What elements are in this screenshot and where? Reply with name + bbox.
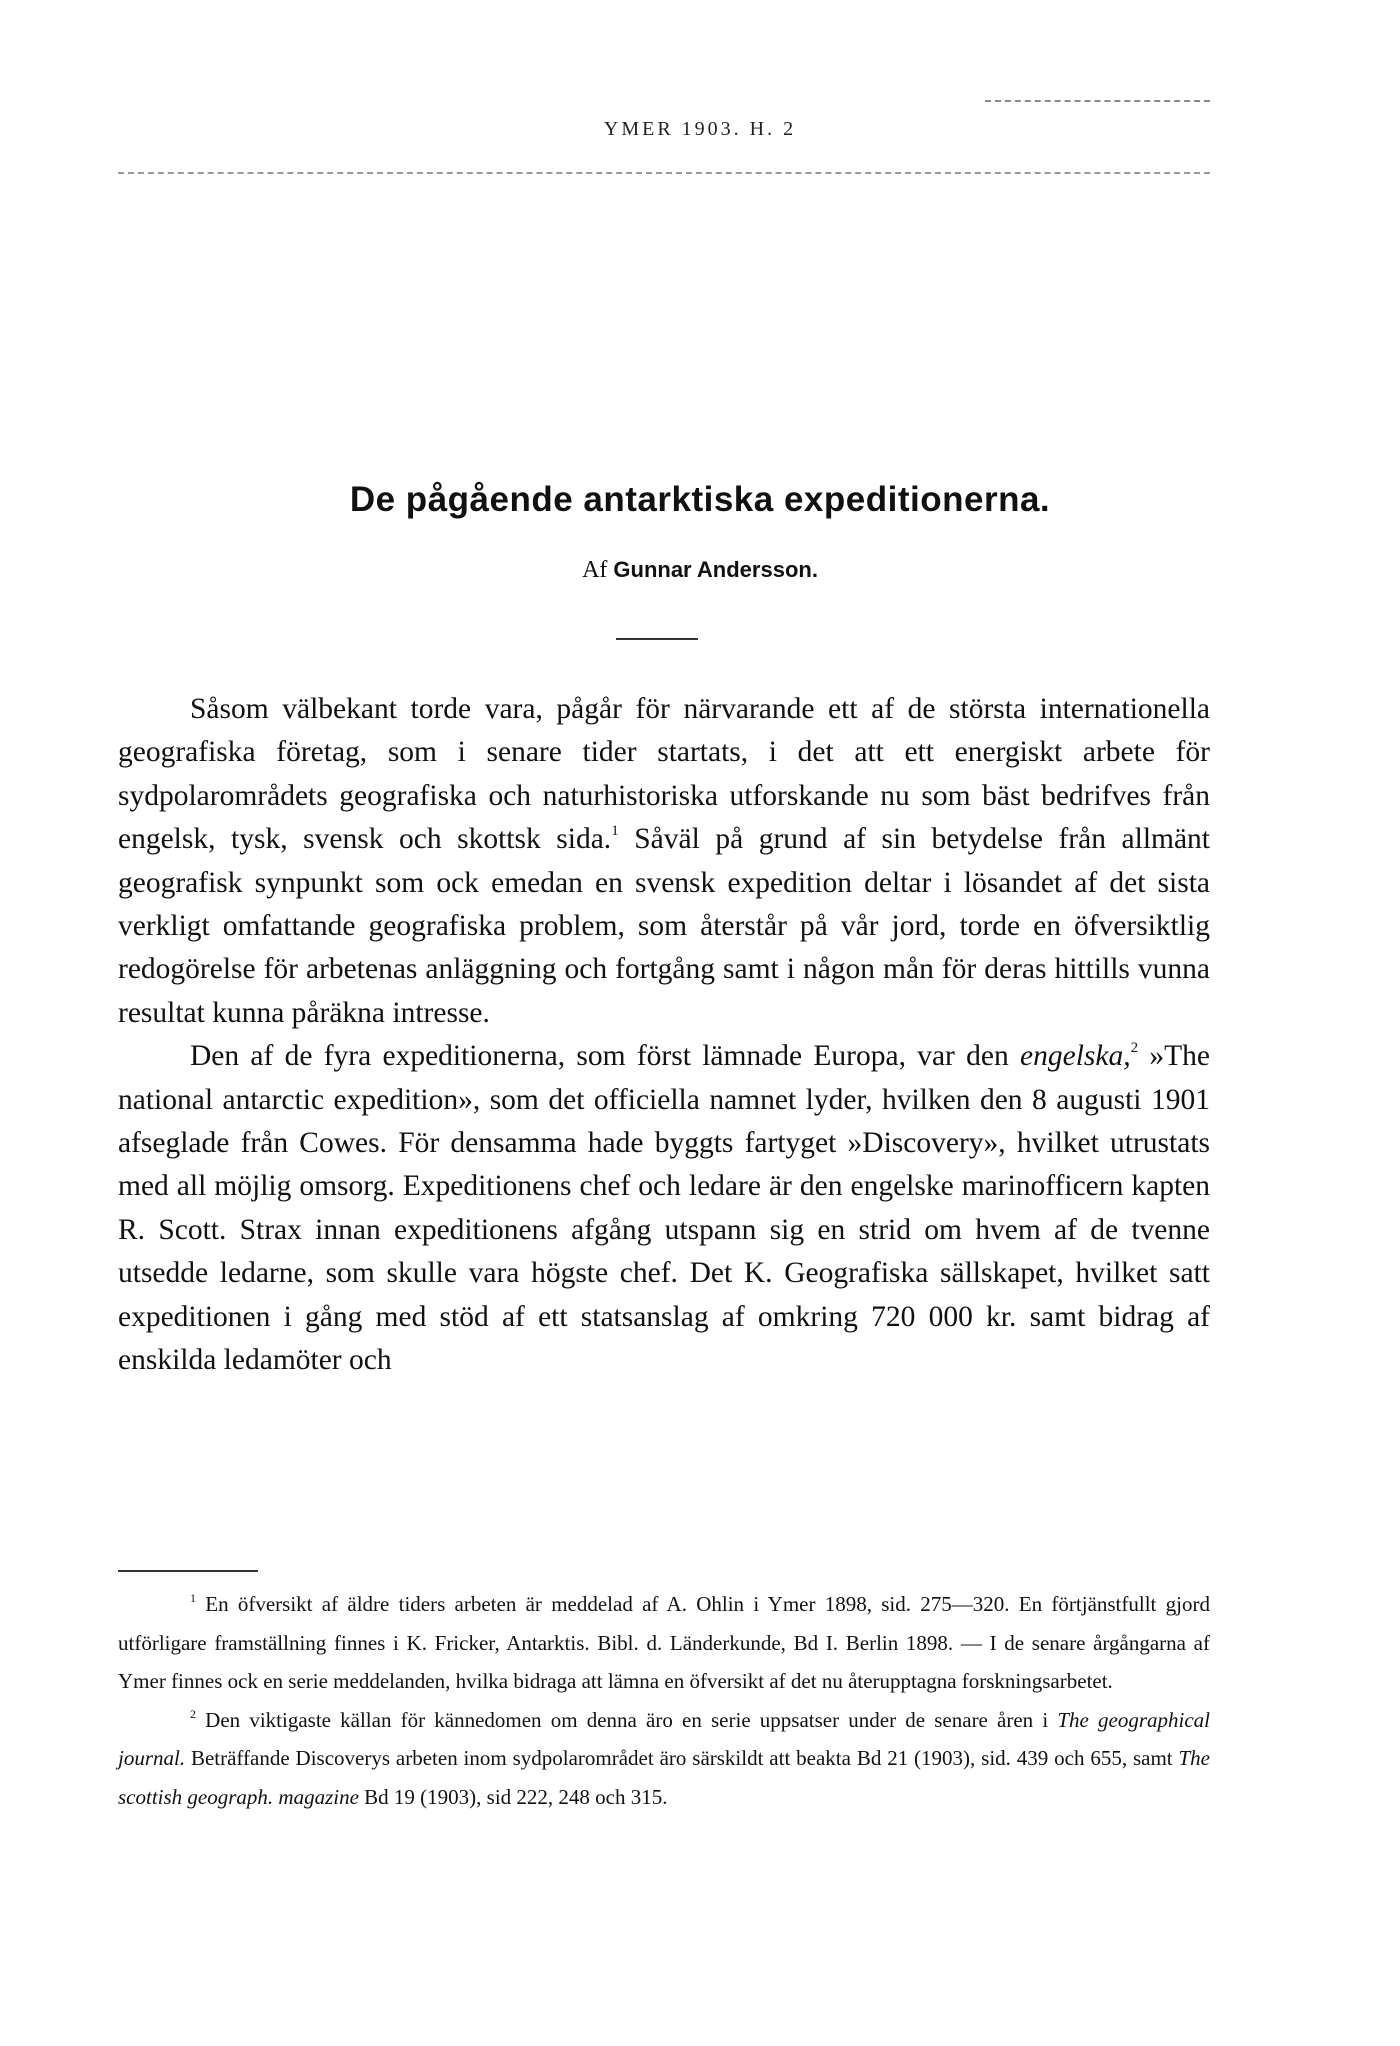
footnote-1 <box>118 1585 1210 1701</box>
footnote-ref-1: 1 <box>611 823 619 840</box>
paragraph-2-text-b: »The national antarctic expedition», som det officiella namnet lyder, hvilken den 8 augusti 1901 afseglade från Cowes. För densamma hade byggts fartyget »Discovery», hvilket utrustats med all möjlig omsorg. Expeditionens chef och ledare är den engelske marinofficern kapten R. Scott. Strax innan expeditionens afgång utspann sig en strid om hvem af de tvenne utsedde ledarne, som skulle vara högste chef. Det K. Geografiska sällskapet, hvilket satt expeditionen i gång med stöd af ett statsanslag af omkring 720 000 kr. samt bidrag af enskilda ledamöter och <box>118 1040 1210 1377</box>
footnote-2-mark: 2 <box>190 1706 196 1721</box>
footnote-2 <box>118 1701 1210 1817</box>
footnote-2-text-c: Bd 19 (1903), sid 222, 248 och 315. <box>358 1784 668 1809</box>
footnote-2-text-b: Beträffande Discoverys arbeten inom sydpolarområdet äro särskildt att beakta Bd 21 (1903), sid. 439 och 655, samt <box>185 1746 1179 1770</box>
header-dash-ornament <box>985 100 1210 102</box>
footnote-2-journal-title: The geographical journal. <box>118 1707 1211 1770</box>
byline-prefix: Af <box>582 557 608 583</box>
paragraph-2 <box>118 1035 1210 1382</box>
running-head: YMER 1903. H. 2 <box>603 118 797 140</box>
byline <box>0 557 1400 584</box>
title-divider <box>616 638 698 640</box>
footnote-2-text-a: Den viktigaste källan för kännedomen om denna äro en serie uppsatser under de senare åren i <box>196 1707 1058 1732</box>
paragraph-1 <box>118 688 1210 1035</box>
footnote-2-magazine-title: The scottish geograph. magazine <box>118 1746 1210 1809</box>
header-rule <box>118 172 1210 174</box>
paragraph-1-text-a: Såsom välbekant torde vara, pågår för närvarande ett af de största internationella geografiska företag, som i senare tider startats, i det att ett energiskt arbete för sydpolarområdets geografiska och naturhistoriska utforskande nu som bäst bedrifves från engelsk, tysk, svensk och skottsk sida. <box>118 693 1210 856</box>
footnote-1-mark: 1 <box>190 1591 196 1605</box>
article-body <box>118 688 1210 1383</box>
paragraph-1-text-b: Såväl på grund af sin betydelse från allmänt geografisk synpunkt som ock emedan en svensk expedition deltar i lösandet af det sista verkligt omfattande geografiska problem, som återstår på vår jord, torde en öfversiktlig redogörelse för arbetenas anläggning och fortgång samt i någon mån för deras hittills vunna resultat kunna påräkna intresse. <box>118 823 1210 1029</box>
footnote-rule <box>118 1570 258 1572</box>
footnote-1-text: En öfversikt af äldre tiders arbeten är meddelad af A. Ohlin i Ymer 1898, sid. 275—320. En förtjänstfullt gjord utförligare framställning finnes i K. Fricker, Antarktis. Bibl. d. Länderkunde, Bd I. Berlin 1898. — I de senare årgångarna af Ymer finnes ock en serie meddelanden, hvilka bidraga att lämna en öfversikt af det nu återupptagna forskningsarbetet. <box>118 1592 1210 1693</box>
footnote-ref-2: 2 <box>1130 1040 1139 1057</box>
paragraph-2-text-a: Den af de fyra expeditionerna, som först lämnade Europa, var den <box>190 1040 1021 1073</box>
article-title: De pågående antarktiska expeditionerna. <box>349 480 1051 519</box>
paragraph-2-italic: engelska, <box>1020 1040 1131 1073</box>
footnotes <box>118 1585 1210 1816</box>
author-name: Gunnar Andersson. <box>613 557 818 582</box>
